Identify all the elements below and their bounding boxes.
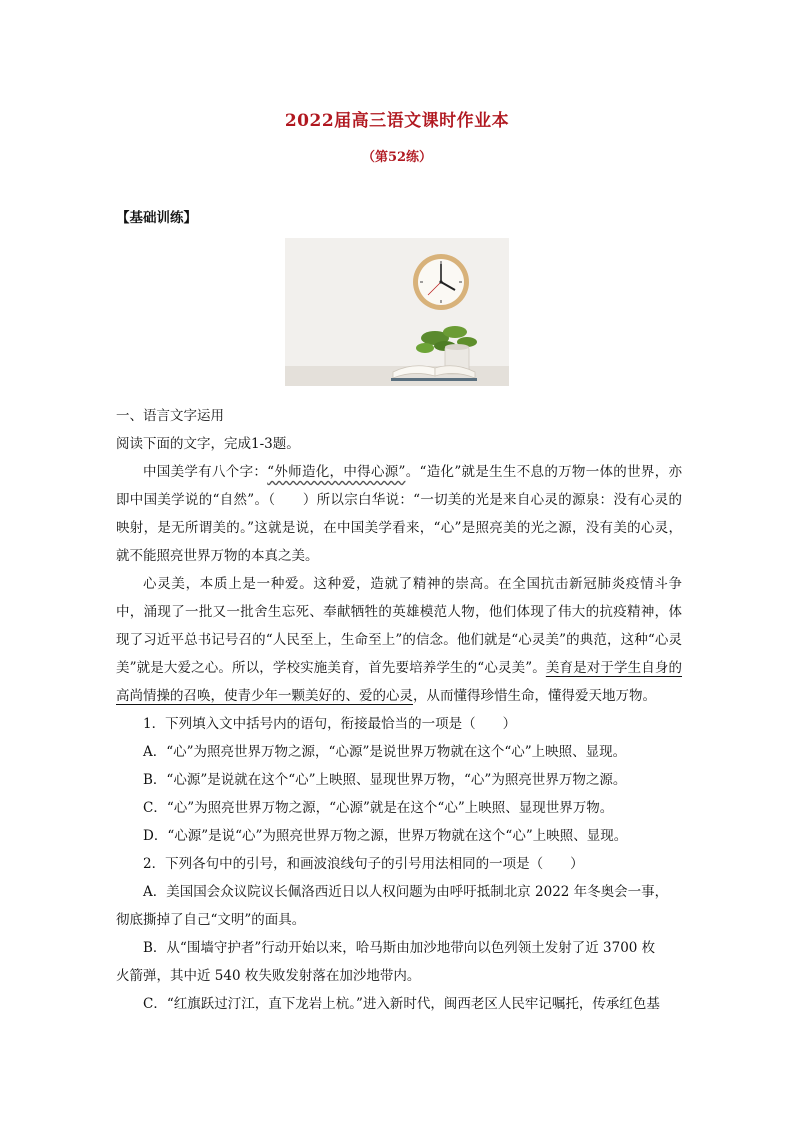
question-2-option-a-cont: 彻底撕掉了自己“文明”的面具。 [116, 912, 306, 928]
wall-clock-icon [413, 254, 469, 310]
underlined-sentence: 美育是对于学生自身的高尚情操的召唤，使青少年一颗美好的、爱的心灵 [116, 660, 682, 704]
open-book-icon [391, 366, 477, 381]
question-1-option-d: D．“心源”是说“心”为照亮世界万物之源，世界万物就在这个“心”上映照、显现。 [143, 828, 628, 844]
passage-text: 。“造化”就是生生不息的万物一体的世界，亦即中国美学说的“自然”。（ ）所以宗白华说：“一切美的光是来自心灵的源泉：没有心灵的映射，是无所谓美的。”这就是说，在中国美学看来，“心”是照亮美的光之源，没有美的心灵，就不能照亮世界万物的本真之美。 [116, 464, 682, 564]
decorative-photo [285, 238, 509, 386]
section-tag: 【基础训练】 [116, 210, 197, 226]
passage-text: ，从而懂得珍惜生命，懂得爱天地万物。 [413, 688, 656, 704]
question-2-option-b-cont: 火箭弹，其中近 540 枚失败发射落在加沙地带内。 [116, 968, 421, 984]
wavy-underlined-quote: “外师造化，中得心源” [267, 464, 406, 480]
passage-paragraph-2 [116, 570, 682, 710]
question-1-option-b: B．“心源”是说就在这个“心”上映照、显现世界万物，“心”为照亮世界万物之源。 [143, 772, 627, 788]
passage-paragraph-1 [116, 458, 682, 570]
question-2-option-b: B．从“围墙守护者”行动开始以来，哈马斯由加沙地带向以色列领土发射了近 3700 枚 [143, 940, 656, 956]
page-title: 2022届高三语文课时作业本 [284, 111, 510, 131]
question-2-stem: 2．下列各句中的引号，和画波浪线句子的引号用法相同的一项是（ ） [143, 856, 584, 872]
question-1-option-c: C．“心”为照亮世界万物之源，“心源”就是在这个“心”上映照、显现世界万物。 [143, 800, 614, 816]
reading-instruction: 阅读下面的文字，完成1-3题。 [116, 436, 300, 452]
question-1-option-a: A．“心”为照亮世界万物之源，“心源”是说世界万物就在这个“心”上映照、显现。 [143, 744, 627, 760]
question-2-option-c: C．“红旗跃过汀江，直下龙岩上杭。”进入新时代，闽西老区人民牢记嘱托，传承红色基 [143, 996, 660, 1012]
part-heading: 一、语言文字运用 [116, 408, 224, 424]
page-subtitle: （第52练） [361, 150, 433, 165]
passage-text: 心灵美，本质上是一种爱。这种爱，造就了精神的崇高。在全国抗击新冠肺炎疫情斗争中，涌现了一批又一批舍生忘死、奉献牺牲的英雄模范人物，他们体现了伟大的抗疫精神，体现了习近平总书记号召的“人民至上，生命至上”的信念。他们就是“心灵美”的典范，这种“心灵美”就是大爱之心。所以，学校实施美育，首先要培养学生的“心灵美”。 [116, 576, 682, 676]
passage-text: 中国美学有八个字： [143, 464, 268, 480]
document-body [116, 402, 682, 1018]
question-1-stem: 1．下列填入文中括号内的语句，衔接最恰当的一项是（ ） [143, 716, 517, 732]
question-2-option-a: A．美国国会众议院议长佩洛西近日以人权问题为由呼吁抵制北京 2022 年冬奥会一事， [143, 884, 669, 900]
